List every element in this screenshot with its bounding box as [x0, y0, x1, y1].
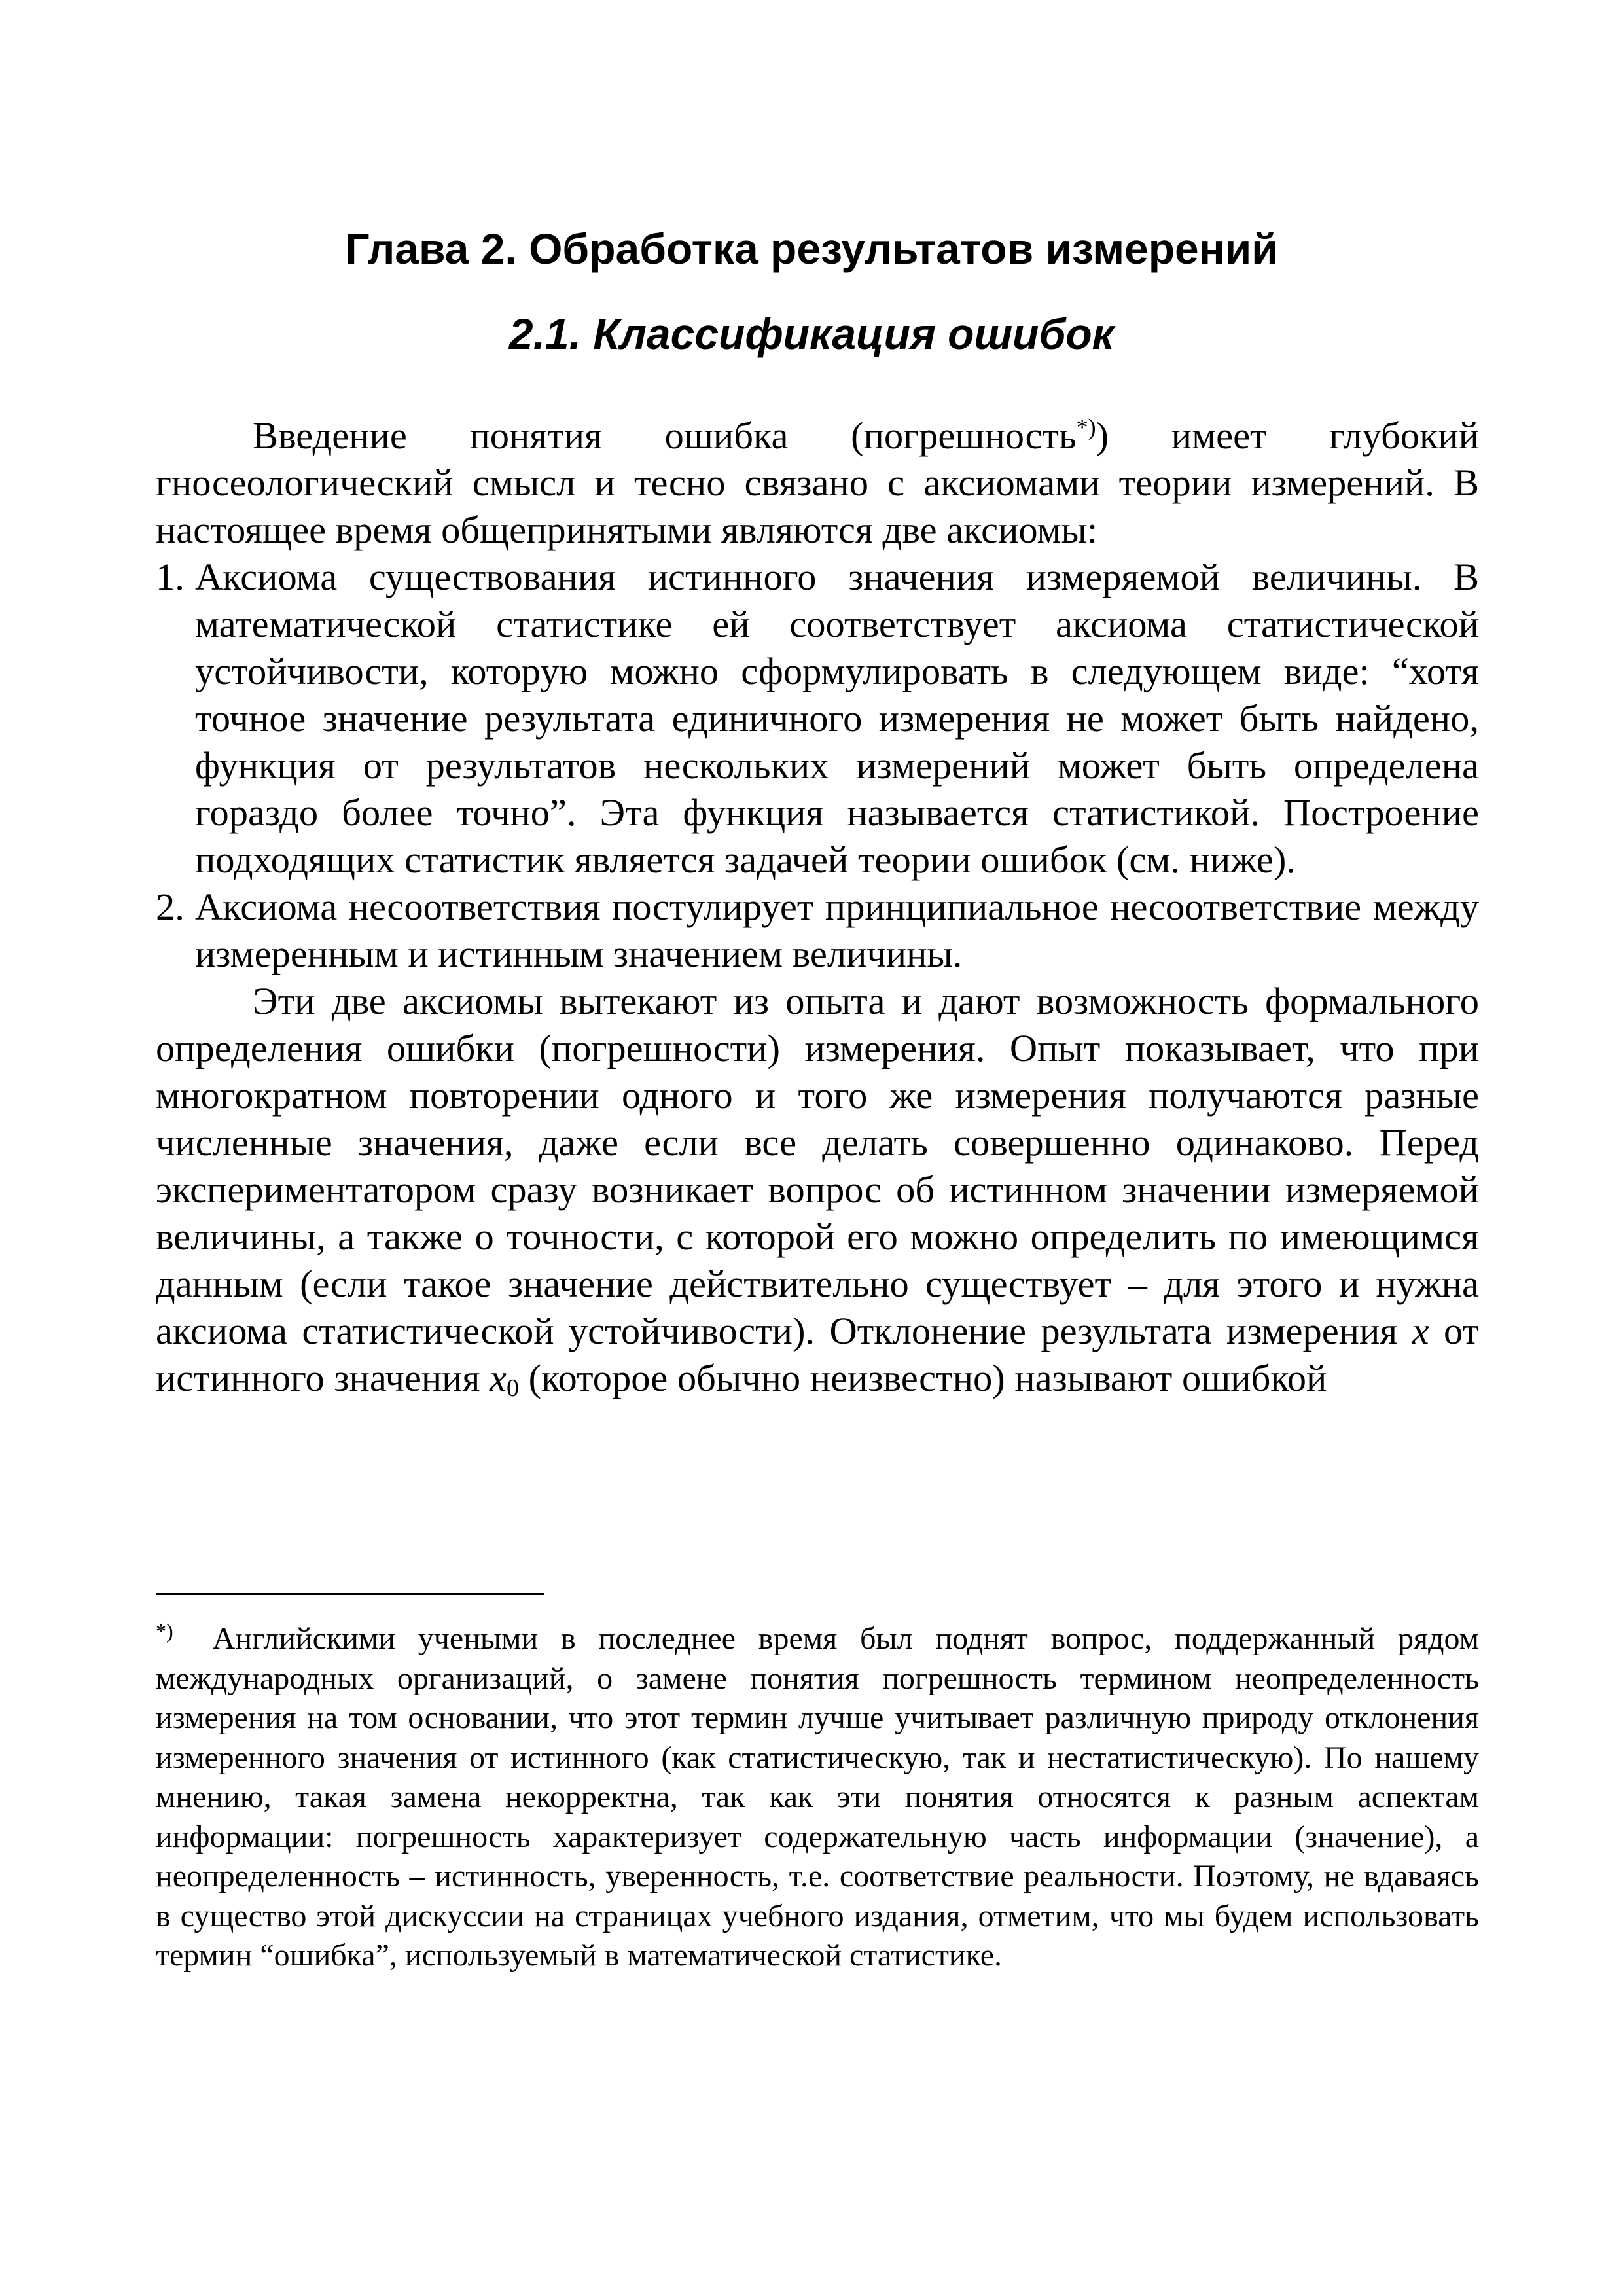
- variable-x0: [490, 1357, 519, 1402]
- axiom-list: [156, 554, 1479, 978]
- list-item: [156, 554, 1479, 884]
- variable-x0-base: x: [490, 1357, 507, 1399]
- footnote-mark: *): [156, 1619, 173, 1643]
- footnote: [156, 1611, 1479, 1976]
- footnote-divider: [156, 1593, 544, 1595]
- intro-paragraph: [156, 412, 1479, 554]
- variable-x0-subscript: 0: [506, 1374, 519, 1402]
- body-text-part-3: (которое обычно неизвестно) называют ошибкой: [528, 1357, 1327, 1399]
- section-title: 2.1. Классификация ошибок: [508, 310, 1115, 358]
- body-text-part-1: Эти две аксиомы вытекают из опыта и дают возможность формального определения ошибки (погрешности) измерения. Опыт показывает, что при многократном повторении одного и того же измерения получаются разные численные значения, даже если все делать совершенно одинаково. Перед экспериментатором сразу возникает вопрос об истинном значении измеряемой величины, а также о точности, с которой его можно определить по имеющимся данным (если такое значение действительно существует – для этого и нужна аксиома статистической устойчивости). Отклонение результата измерения: [156, 980, 1479, 1352]
- list-item-number: 2.: [156, 886, 185, 928]
- list-item-text: Аксиома существования истинного значения измеряемой величины. В математической статистике ей соответствует аксиома статистической устойчивости, которую можно сформулировать в следующем виде: “хотя точное значение результата единичного измерения не может быть найдено, функция от результатов нескольких измерений может быть определена гораздо более точно”. Эта функция называется статистикой. Построение подходящих статистик является задачей теории ошибок (см. ниже).: [195, 556, 1479, 881]
- list-item: [156, 884, 1479, 978]
- chapter-title: Глава 2. Обработка результатов измерений: [345, 224, 1278, 273]
- intro-text-start: Введение понятия ошибка (погрешность: [253, 414, 1077, 457]
- intro-text-end: ) имеет глубокий гносеологический смысл и тесно связано с аксиомами теории измерений. В настоящее время общепринятыми являются две аксиомы:: [156, 414, 1480, 551]
- footnote-text: Английскими учеными в последнее время был поднят вопрос, поддержанный рядом международных организаций, о замене понятия погрешность термином неопределенность измерения на том основании, что этот термин лучше учитывает различную природу отклонения измеренного значения от истинного (как статистическую, так и нестатистическую). По нашему мнению, такая замена некорректна, так как эти понятия относятся к разным аспектам информации: погрешность характеризует содержательную часть информации (значение), а неопределенность – истинность, уверенность, т.е. соответствие реальности. Поэтому, не вдаваясь в существо этой дискуссии на страницах учебного издания, отметим, что мы будем использовать термин “ошибка”, используемый в математической статистике.: [156, 1621, 1479, 1973]
- body-paragraph: [156, 978, 1479, 1412]
- list-item-text: Аксиома несоответствия постулирует принципиальное несоответствие между измеренным и истинным значением величины.: [195, 886, 1479, 975]
- body-text-part-2: от истинного значения: [156, 1310, 1479, 1399]
- variable-x: x: [1412, 1310, 1429, 1352]
- main-text: [156, 412, 1479, 1412]
- footnote-reference: *): [1076, 414, 1096, 440]
- list-item-number: 1.: [156, 556, 185, 598]
